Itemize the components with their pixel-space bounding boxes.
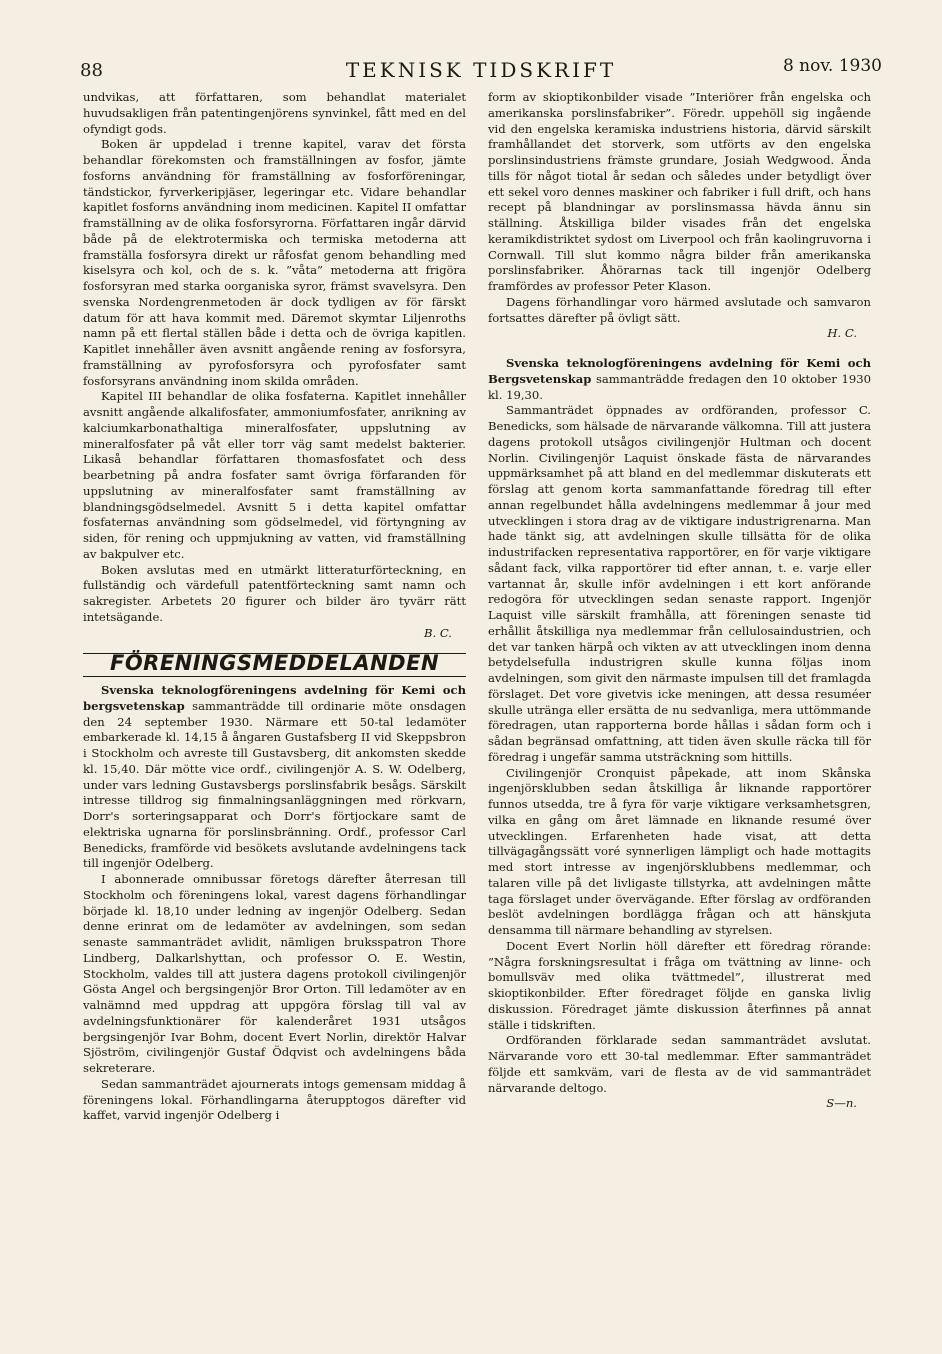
review-signature: B. C. xyxy=(423,625,452,640)
spacer xyxy=(488,342,871,356)
journal-title: TEKNISK TIDSKRIFT xyxy=(345,58,617,82)
right-column xyxy=(488,90,871,1112)
continuation-signature: H. C. xyxy=(827,326,857,341)
meeting-paragraph: Docent Evert Norlin höll därefter ett föredrag rörande: ”Några forskningsresultat i fråga om tvättning av linne- och bomullsväv med olika tvättmedel”, illustrerat med skioptikonbilder. Efter föredraget följde en ganska livlig diskussion. Föredraget jämte diskussion återfinnes på annat ställe i tidskriften. xyxy=(488,938,871,1032)
meeting-paragraph: Ordföranden förklarade sedan sammanträdet avslutat. Närvarande voro ett 30-tal medlemmar. Efter sammanträdet följde ett samkväm, vari de flesta av de vid sammanträdet närvarande deltogo. xyxy=(488,1033,871,1095)
meeting-paragraph: Civilingenjör Cronquist påpekade, att inom Skånska ingenjörsklubben sedan åtskilliga år liknande rapportörer funnos utsedda, tre å fyra för varje viktigare verksamhetsgren, vilka en gång om året lämnade en liknande resumé över utvecklingen. Erfarenheten hade visat, att detta tillvägagångssätt voré synnerligen lämpligt och hade mottagits med stort intresse av ingenjörsklubbens medlemmar, och talaren ville på det livligaste tillstyrka, att avdelningen måtte taga förslaget under övervägande. Efter förslag av ordföranden beslöt avdelningen bordlägga frågan och att hänskjuta densamma till närmare behandling av styrelsen. xyxy=(488,765,871,937)
meeting-heading: Svenska teknologföreningens avdelning för Kemi och bergsvetenskap xyxy=(83,683,466,713)
meeting-text: sammanträdde till ordinarie möte onsdagen den 24 september 1930. Närmare ett 50-tal ledamöter embarkerade kl. 14,15 å ångaren Gustafsberg II vid Skeppsbron i Stockholm och avreste till Gustavsberg, dit ankomsten skedde kl. 15,40. Där mötte vice ordf., civilingenjör A. S. W. Odelberg, under vars ledning Gustavsbergs porslinsfabrik besågs. Särskilt intresse tilldrog sig finmalningsanläggningen med rörkvarn, Dorr's sorteringsapparat och Dorr's förtjockare samt de elektriska ugnarna för porslinsbränning. Ordf., professor Carl Benedicks, framförde vid besökets avslutande avdelningens tack till ingenjör Odelberg. xyxy=(83,698,467,871)
section-heading: FÖRENINGSMEDDELANDEN xyxy=(109,651,440,676)
meeting-paragraph xyxy=(83,683,466,872)
continuation-paragraph: Dagens förhandlingar voro härmed avslutade och samvaron fortsattes därefter på övligt sätt. xyxy=(488,294,871,325)
meeting-heading: Svenska teknologföreningens avdelning för Kemi och Bergsvetenskap xyxy=(488,356,871,386)
left-column xyxy=(83,90,466,1124)
page-number: 88 xyxy=(80,60,103,81)
review-paragraph: Boken är uppdelad i trenne kapitel, varav det första behandlar förekomsten och framställningen av fosfor, jämte fosforns användning för framställning av fosforföreningar, tändstickor, fyrverkeripjäser, legeringar etc. Vidare behandlar kapitlet fosforns användning inom medicinen. Kapitel II omfattar framställning av de olika fosforsyrorna. Författaren ingår därvid både på de elektrotermiska och termiska metoderna att framställa fosforsyra direkt ur råfosfat genom behandling med kiselsyra och kol, och de s. k. ”våta” metoderna att frigöra fosforsyran med starka oorganiska syror, främst svavelsyra. Den svenska Nordengrenmetoden är dock tydligen av för färskt datum för att hava kommit med. Däremot skymtar Liljenroths namn på ett flertal ställen både i detta och de övriga kapitlen. Kapitlet innehåller även avsnitt angående rening av fosforsyra, framställning av pyrofosforsyra och pyrofosfater samt fosforsyrans användning inom skilda områden. xyxy=(83,137,466,388)
continuation-paragraph: form av skioptikonbilder visade ”Interiörer från engelska och amerikanska porslinsfabriker”. Föredr. uppehöll sig ingående vid den engelska keramiska industriens historia, därvid särskilt framhållandet det storverk, som utförts av den engelska porslinsindustriens främste grundare, Josiah Wedgwood. Ända tills för något tiotal år sedan och således under betydligt över ett sekel voro dennes maskiner och fabriker i full drift, och hans recept på blandningar av porslinsmassa hävda ännu sin ställning. Åtskilliga bilder visades från det engelska keramikdistriktet sydost om Liverpool och från kaolingruvorna i Cornwall. Till slut kommo några bilder från amerikanska porslinsfabriker. Åhörarnas tack till ingenjör Odelberg framfördes av professor Peter Klason. xyxy=(488,90,871,293)
meeting-paragraph xyxy=(488,356,871,403)
issue-date: 8 nov. 1930 xyxy=(782,56,882,76)
meeting-paragraph: Sammanträdet öppnades av ordföranden, professor C. Benedicks, som hälsade de närvarande välkomna. Till att justera dagens protokoll utsågos civilingenjör Hultman och docent Norlin. Civilingenjör Laquist önskade fästa de närvarandes uppmärksamhet på att bland en del medlemmar diskuterats ett förslag att genom korta sammanfattande föredrag till efter annan regelbundet hålla avdelningens medlemmar å jour med utvecklingen i stora drag av de viktigare industrigrenarna. Man hade tänkt sig, att avdelningen skulle tillsätta för de olika industrifacken representativa rapportörer, en för varje viktigare sådant fack, vilka rapportörer tid efter annan, t. e. varje eller vartannat år, skulle inför avdelningen i ett kort anförande redogöra för utvecklingen sedan senaste rapport. Ingenjör Laquist ville särskilt framhålla, att föreningen senaste tid erhållit åtskilliga nya medlemmar från cellulosaindustrien, och det var tanken härpå och vikten av att utvecklingen inom denna betydelsefulla industrigren skulle kunna följas inom avdelningen, som givit den närmaste impulsen till det framlagda förslaget. Det vore givetvis icke meningen, att dessa resuméer skulle utränga eller ersätta de nu sedvanliga, mera uttömmande föredragen, utan rapporterna borde hållas i sådan form och i sådan begränsad omfattning, att tiden även skulle räcka till för föredrag i ungefär samma utsträckning som hittills. xyxy=(488,403,871,764)
review-paragraph: undvikas, att författaren, som behandlat materialet huvudsakligen från patentingenjörens synvinkel, fått med en del ofyndigt gods. xyxy=(83,90,466,136)
page-header xyxy=(80,56,882,86)
review-paragraph: Boken avslutas med en utmärkt litteraturförteckning, en fullständig och värdefull patentförteckning samt namn och sakregister. Arbetets 20 figurer och bilder äro tyvärr rätt intetsägande. xyxy=(83,562,466,624)
section-rule-bottom xyxy=(83,676,466,677)
meeting-signature: S—n. xyxy=(826,1096,857,1111)
meeting-text: sammanträdde fredagen den 10 oktober 1930 kl. 19,30. xyxy=(488,371,871,402)
review-paragraph: Kapitel III behandlar de olika fosfaterna. Kapitlet innehåller avsnitt angående alkalifosfater, ammoniumfosfater, anrikning av kalciumkarbonathaltiga mineralfosfater, uppslutning av mineralfosfater på våt eller torr väg samt medelst bakterier. Likaså behandlar författaren thomasfosfatet och dess bearbetning på andra fosfater samt övriga förfaranden för uppslutning av mineralfosfater samt framställning av blandningsgödselmedel. Avsnitt 5 i detta kapitel omfattar fosfaternas användning som gödselmedel, vid förtyngning av siden, för rening och uppmjukning av vatten, vid framställning av bakpulver etc. xyxy=(83,389,466,561)
meeting-paragraph: Sedan sammanträdet ajournerats intogs gemensam middag å föreningens lokal. Förhandlingarna återupptogos därefter vid kaffet, varvid ingenjör Odelberg i xyxy=(83,1076,466,1123)
meeting-paragraph: I abonnerade omnibussar företogs därefter återresan till Stockholm och föreningens lokal, varest dagens förhandlingar började kl. 18,10 under ledning av ingenjör Odelberg. Sedan denne erinrat om de ledamöter av avdelningen, som sedan senaste sammanträdet avlidit, nämligen bruksspatron Thore Lindberg, Dalkarlshyttan, och professor O. E. Westin, Stockholm, valdes till att justera dagens protokoll civilingenjör Gösta Angel och bergsingenjör Bror Orton. Till ledamöter av en valnämnd med uppdrag att uppgöra förslag till val av avdelningsfunktionärer för kalenderåret 1931 utsågos bergsingenjör Ivar Bohm, docent Evert Norlin, direktör Halvar Sjöström, civilingenjör Gustaf Ödqvist och avdelningens båda sekreterare. xyxy=(83,872,466,1075)
